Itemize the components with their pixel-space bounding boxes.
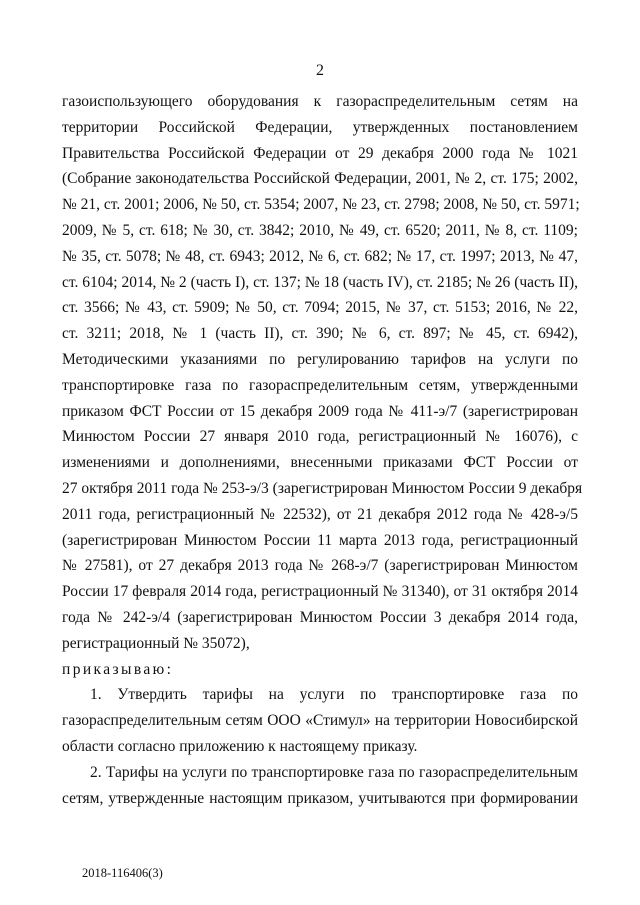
text-line: сетям, утвержденные настоящим приказом, учитываются при формировании	[62, 789, 578, 807]
text-line: Методическими указаниями по регулированию тарифов на услуги по	[62, 350, 578, 368]
page-number: 2	[316, 62, 324, 79]
order-word: приказываю:	[62, 660, 174, 678]
text-line: Правительства Российской Федерации от 29 декабря 2000 года № 1021	[62, 144, 578, 162]
text-line: (зарегистрирован Минюстом России 11 марта 2013 года, регистрационный	[62, 531, 578, 549]
text-line: 1. Утвердить тарифы на услуги по транспортировке газа по	[90, 686, 578, 704]
text-line: 27 октября 2011 года № 253-э/3 (зарегистрирован Минюстом России 9 декабря	[62, 479, 583, 497]
text-line: России 17 февраля 2014 года, регистрационный № 31340), от 31 октября 2014	[62, 583, 578, 601]
text-line: газоиспользующего оборудования к газораспределительным сетям на	[62, 93, 578, 110]
text-line: территории Российской Федерации, утвержденных постановлением	[62, 118, 578, 136]
text-line: (Собрание законодательства Российской Федерации, 2001, № 2, ст. 175; 2002,	[62, 170, 578, 188]
text-line: регистрационный № 35072),	[62, 634, 250, 652]
document-code: 2018-116406(3)	[82, 866, 163, 880]
text-line: транспортировке газа по газораспределительным сетям, утвержденными	[62, 376, 578, 394]
text-line: № 21, ст. 2001; 2006, № 50, ст. 5354; 2007, № 23, ст. 2798; 2008, № 50, ст. 5971;	[62, 196, 580, 214]
text-line: ст. 3211; 2018, № 1 (часть II), ст. 390; № 6, ст. 897; № 45, ст. 6942),	[62, 325, 578, 343]
text-line: 2011 года, регистрационный № 22532), от 21 декабря 2012 года № 428-э/5	[62, 505, 578, 523]
text-line: № 35, ст. 5078; № 48, ст. 6943; 2012, № 6, ст. 682; № 17, ст. 1997; 2013, № 47,	[62, 247, 578, 265]
text-line: газораспределительным сетям ООО «Стимул» на территории Новосибирской	[62, 712, 578, 730]
text-line: ст. 6104; 2014, № 2 (часть I), ст. 137; № 18 (часть IV), ст. 2185; № 26 (часть II),	[62, 273, 578, 291]
text-line: области согласно приложению к настоящему приказу.	[62, 737, 418, 755]
document-body	[62, 89, 583, 811]
text-line: изменениями и дополнениями, внесенными приказами ФСТ России от	[62, 454, 578, 472]
text-line: приказом ФСТ России от 15 декабря 2009 года № 411-э/7 (зарегистрирован	[62, 402, 578, 420]
text-line: № 27581), от 27 декабря 2013 года № 268-э/7 (зарегистрирован Минюстом	[62, 557, 578, 575]
text-line: Минюстом России 27 января 2010 года, регистрационный № 16076), с	[62, 428, 578, 446]
text-line: ст. 3566; № 43, ст. 5909; № 50, ст. 7094; 2015, № 37, ст. 5153; 2016, № 22,	[62, 299, 578, 317]
text-line: года № 242-э/4 (зарегистрирован Минюстом России 3 декабря 2014 года,	[62, 608, 578, 626]
text-line: 2. Тарифы на услуги по транспортировке газа по газораспределительным	[90, 763, 578, 781]
text-line: 2009, № 5, ст. 618; № 30, ст. 3842; 2010, № 49, ст. 6520; 2011, № 8, ст. 1109;	[62, 221, 578, 239]
